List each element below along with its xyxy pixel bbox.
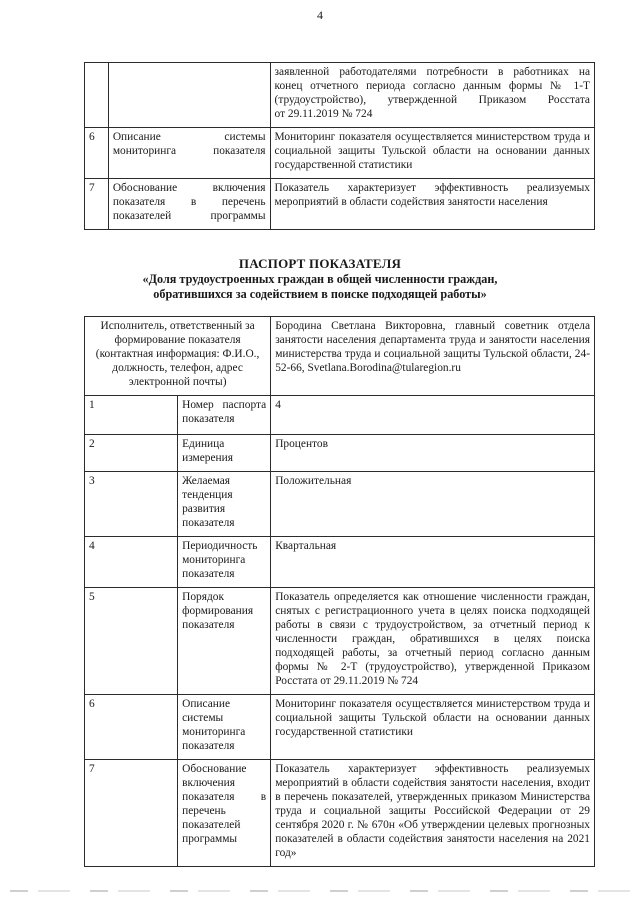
row-label: Обоснование включения показателя в перечень показателей программы <box>108 179 270 230</box>
passport-subtitle <box>0 272 640 302</box>
row-value: Показатель характеризует эффективность реализуемых мероприятий в области содействия занятости населения <box>270 179 594 230</box>
row-label-cell <box>108 63 270 128</box>
row-number: 6 <box>85 695 178 760</box>
continued-table <box>84 62 595 230</box>
row-number: 7 <box>85 179 109 230</box>
passport-table <box>84 316 595 867</box>
table-row <box>85 695 595 760</box>
row-number: 4 <box>85 537 178 588</box>
table-row <box>85 537 595 588</box>
table-row-executor <box>85 317 595 396</box>
table-row <box>85 179 595 230</box>
row-number: 2 <box>85 435 178 472</box>
row-number: 7 <box>85 760 178 867</box>
row-value: Мониторинг показателя осуществляется министерством труда и социальной защиты Тульской области на основании данных государственной статистики <box>271 695 595 760</box>
row-value: Показатель определяется как отношение численности граждан, снятых с регистрационного учета в целях поиска подходящей работы в связи с трудоустройством, за отчетный период к численности граждан, обратившихся в целях поиска подходящей работы, за отчетный период согласно данным формы № 2-Т (трудоустройство), утвержденной Приказом Росстата от 29.11.2019 № 724 <box>271 588 595 695</box>
row-label: Описание системы мониторинга показателя <box>108 128 270 179</box>
row-label: Номер паспорта показателя <box>178 396 271 435</box>
row-label: Описание системы мониторинга показателя <box>178 695 271 760</box>
row-label: Обоснование включения показателя в перечень показателей программы <box>178 760 271 867</box>
row-value: 4 <box>271 396 595 435</box>
executor-label: Исполнитель, ответственный за формирование показателя (контактная информация: Ф.И.О., должность, телефон, адрес электронной почты) <box>85 317 271 396</box>
row-label: Порядок формирования показателя <box>178 588 271 695</box>
passport-title: ПАСПОРТ ПОКАЗАТЕЛЯ <box>238 256 402 271</box>
table-row <box>85 760 595 867</box>
row-value: Положительная <box>271 472 595 537</box>
row-label: Периодичность мониторинга показателя <box>178 537 271 588</box>
executor-value: Бородина Светлана Викторовна, главный советник отдела занятости населения департамента труда и занятости населения министерства труда и социальной защиты Тульской области, 24-52-66, Svetlana.Borodina@tularegion.ru <box>271 317 595 396</box>
table-row <box>85 396 595 435</box>
scan-artifact-line <box>10 890 630 892</box>
row-number: 1 <box>85 396 178 435</box>
row-value: Показатель характеризует эффективность реализуемых мероприятий в области содействия занятости населения, входит в перечень показателей, утвержденных приказом Министерства труда и социальной защиты Российской Федерации от 29 сентября 2020 г. № 670н «Об утверждении целевых прогнозных показателей в области содействия занятости населения на 2021 год» <box>271 760 595 867</box>
row-number: 5 <box>85 588 178 695</box>
table-row <box>85 472 595 537</box>
row-value: Квартальная <box>271 537 595 588</box>
table-row <box>85 435 595 472</box>
table-row <box>85 128 595 179</box>
passport-subtitle-line-2: обратившихся за содействием в поиске подходящей работы» <box>153 287 487 301</box>
table-row <box>85 63 595 128</box>
row-label: Единица измерения <box>178 435 271 472</box>
row-number: 3 <box>85 472 178 537</box>
passport-subtitle-line-1: «Доля трудоустроенных граждан в общей численности граждан, <box>142 272 498 286</box>
page-number: 4 <box>317 8 323 22</box>
row-value: Мониторинг показателя осуществляется министерством труда и социальной защиты Тульской области на основании данных государственной статистики <box>270 128 594 179</box>
table-row <box>85 588 595 695</box>
row-number: 6 <box>85 128 109 179</box>
row-number-cell <box>85 63 109 128</box>
row-value: Процентов <box>271 435 595 472</box>
row-label: Желаемая тенденция развития показателя <box>178 472 271 537</box>
continuation-text: заявленной работодателями потребности в работниках на конец отчетного периода согласно данным формы № 1-Т (трудоустройство), утвержденной Приказом Росстата от 29.11.2019 № 724 <box>270 63 594 128</box>
